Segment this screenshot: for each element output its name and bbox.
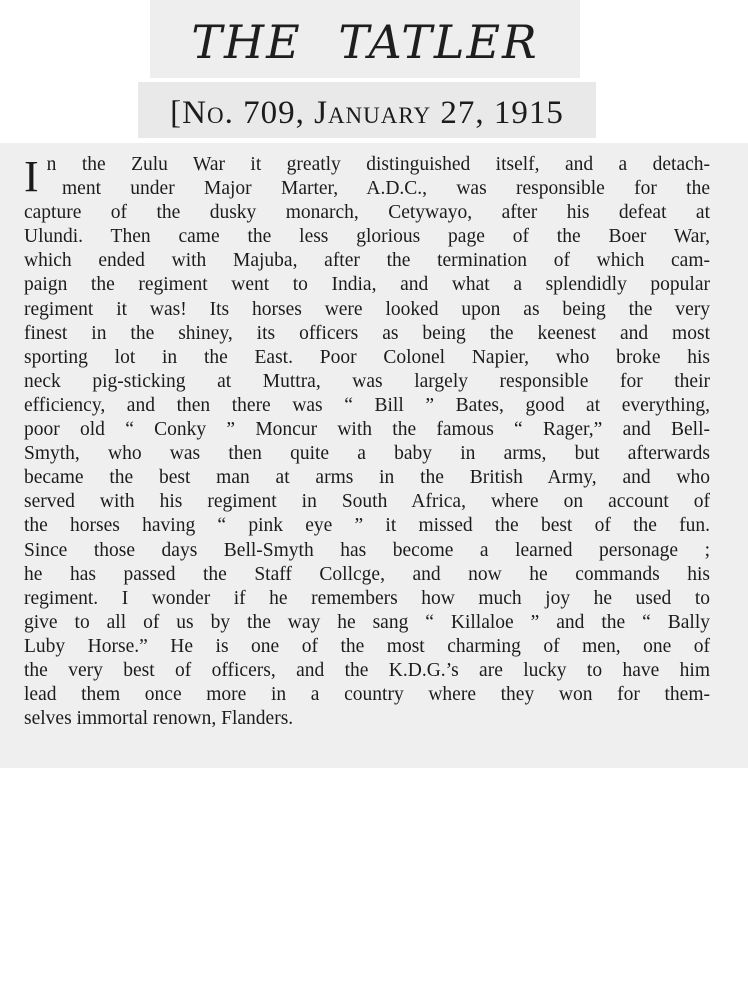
article-line: paign the regiment went to India, and what a splendidly popular xyxy=(24,274,710,296)
drop-cap: I xyxy=(24,152,39,201)
article-line: became the best man at arms in the British Army, and who xyxy=(24,467,710,489)
article-line: Luby Horse.” He is one of the most charming of men, one of xyxy=(24,635,710,657)
article-line: the horses having “ pink eye ” it missed the best of the fun. xyxy=(24,515,710,537)
article-line: poor old “ Conky ” Moncur with the famous “ Rager,” and Bell- xyxy=(24,419,710,441)
article-line: finest in the shiney, its officers as being the keenest and most xyxy=(24,322,710,344)
issue-date: January 27, 1915 xyxy=(314,95,564,131)
masthead-title: THE TATLER xyxy=(150,0,580,78)
article-block xyxy=(0,143,748,768)
article-line: efficiency, and then there was “ Bill ” Bates, good at everything, xyxy=(24,394,710,416)
article-line: give to all of us by the way he sang “ Killaloe ” and the “ Bally xyxy=(24,611,710,633)
issue-line xyxy=(138,82,596,138)
article-line: lead them once more in a country where they won for them- xyxy=(24,684,710,706)
article-line: sporting lot in the East. Poor Colonel Napier, who broke his xyxy=(24,346,710,368)
article-line: Ulundi. Then came the less glorious page of the Boer War, xyxy=(24,226,710,248)
article-line: the very best of officers, and the K.D.G.’s are lucky to have him xyxy=(24,659,710,681)
issue-number: No. 709, xyxy=(182,95,305,131)
article-line: Smyth, who was then quite a baby in arms, but afterwards xyxy=(24,443,710,465)
article-line: selves immortal renown, Flanders. xyxy=(24,708,294,730)
article-line: which ended with Majuba, after the termination of which cam- xyxy=(24,250,710,272)
article-line: served with his regiment in South Africa, where on account of xyxy=(24,491,710,513)
article-line: regiment it was! Its horses were looked upon as being the very xyxy=(24,298,710,320)
article-line: n the Zulu War it greatly distinguished itself, and a detach- xyxy=(46,154,710,175)
issue-bracket: [ xyxy=(170,95,183,131)
article-line: ment under Major Marter, A.D.C., was responsible for the xyxy=(62,178,710,200)
article-line: capture of the dusky monarch, Cetywayo, after his defeat at xyxy=(24,202,710,224)
article-body xyxy=(24,153,710,731)
article-line: regiment. I wonder if he remembers how much joy he used to xyxy=(24,587,710,609)
article-line: Since those days Bell-Smyth has become a learned personage ; xyxy=(24,539,710,561)
article-line: neck pig-sticking at Muttra, was largely responsible for their xyxy=(24,370,710,392)
article-line: he has passed the Staff Collcge, and now he commands his xyxy=(24,563,710,585)
